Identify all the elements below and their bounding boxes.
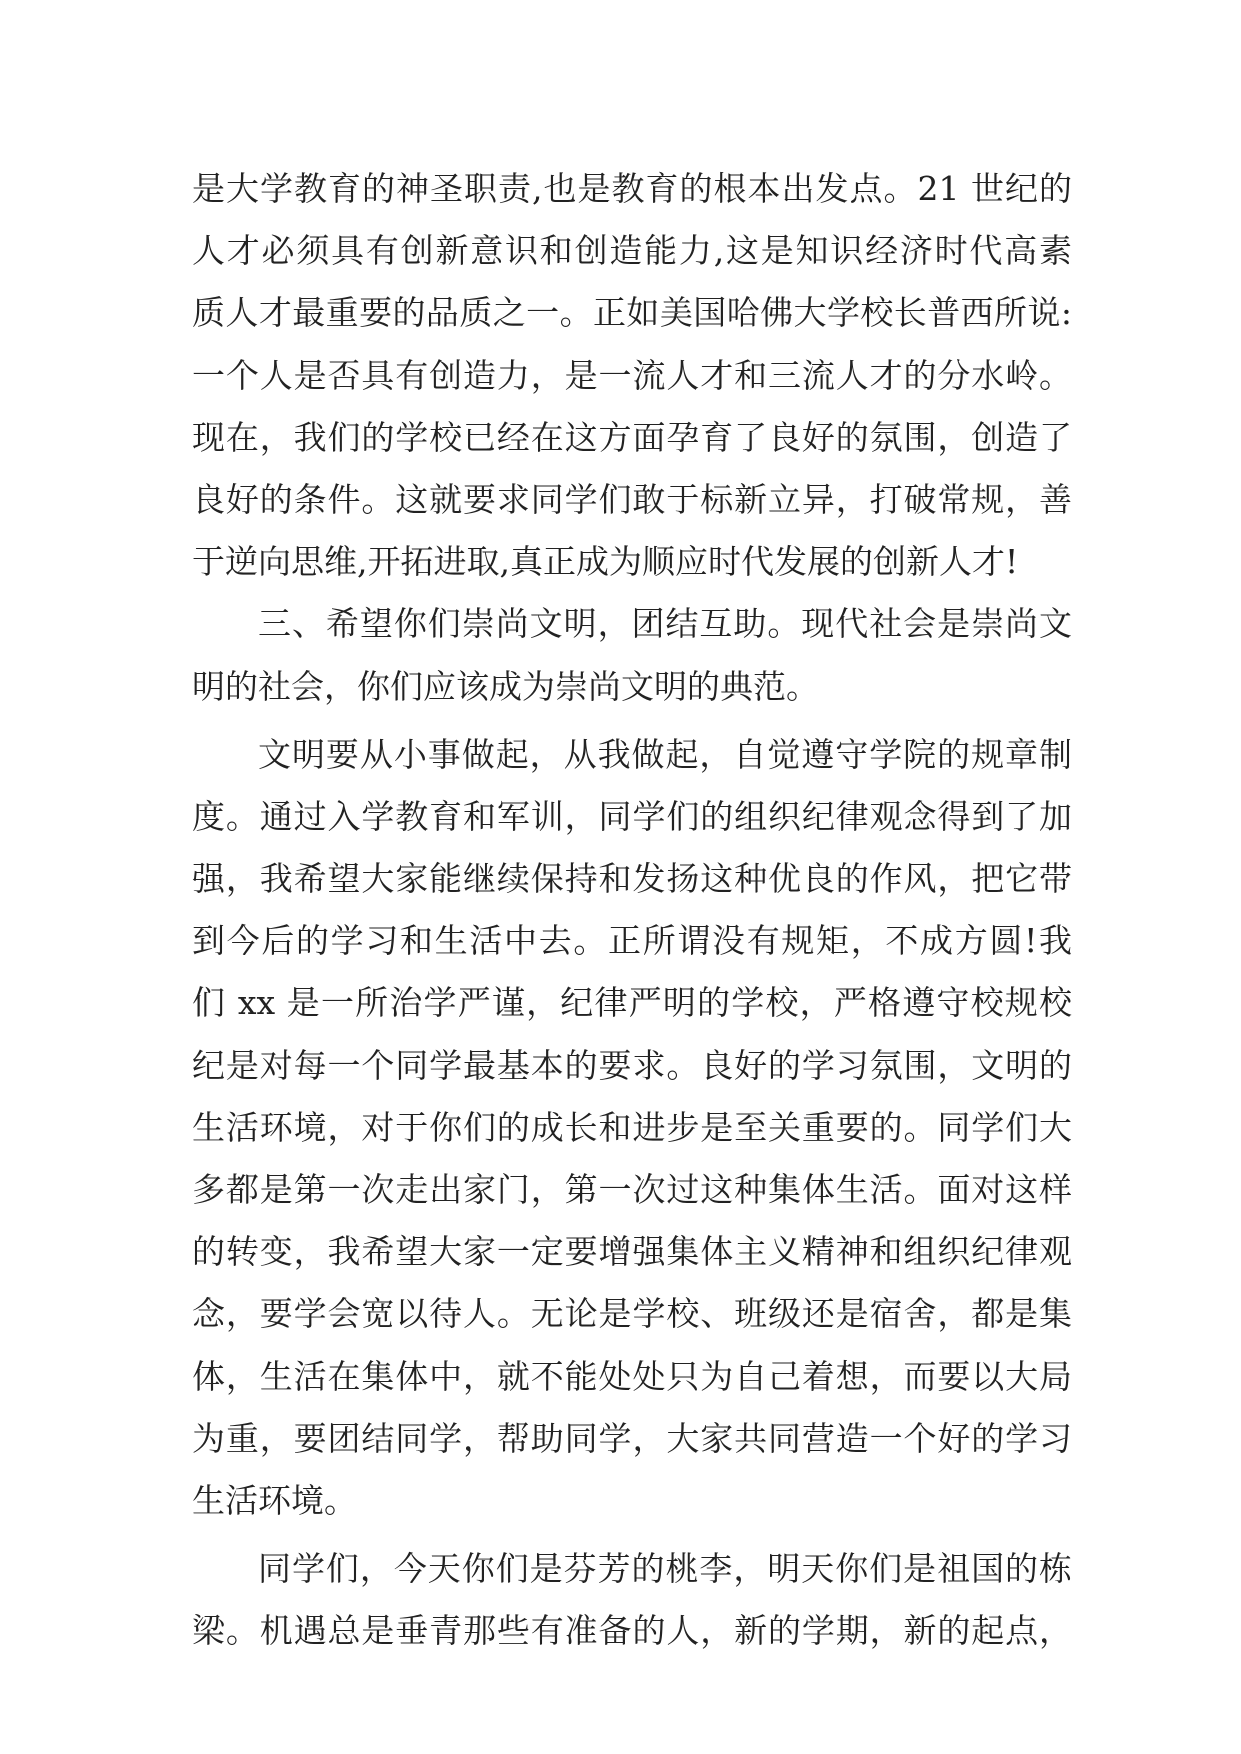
text-line: 为重，要团结同学，帮助同学，大家共同营造一个好的学习 <box>192 1418 1072 1458</box>
text-line: 文明要从小事做起，从我做起，自觉遵守学院的规章制 <box>258 734 1072 774</box>
text-line: 纪是对每一个同学最基本的要求。良好的学习氛围，文明的 <box>192 1045 1072 1085</box>
text-line: 度。通过入学教育和军训，同学们的组织纪律观念得到了加 <box>192 796 1072 836</box>
text-line: 三、希望你们崇尚文明，团结互助。现代社会是崇尚文 <box>258 604 1072 644</box>
text-line: 于逆向思维,开拓进取,真正成为顺应时代发展的创新人才! <box>192 542 1019 582</box>
text-line: 生活环境。 <box>192 1480 357 1520</box>
body-text <box>192 158 1072 1663</box>
text-line: 质人才最重要的品质之一。正如美国哈佛大学校长普西所说: <box>192 293 1072 333</box>
text-line: 梁。机遇总是垂青那些有准备的人，新的学期，新的起点， <box>192 1611 1072 1651</box>
text-line: 的转变，我希望大家一定要增强集体主义精神和组织纪律观 <box>192 1232 1072 1272</box>
text-line: 现在，我们的学校已经在这方面孕育了良好的氛围，创造了 <box>192 417 1072 457</box>
text-line: 一个人是否具有创造力，是一流人才和三流人才的分水岭。 <box>192 355 1072 395</box>
text-line: 良好的条件。这就要求同学们敢于标新立异，打破常规，善 <box>192 479 1072 519</box>
text-line: 体，生活在集体中，就不能处处只为自己着想，而要以大局 <box>192 1356 1072 1396</box>
text-line: 强，我希望大家能继续保持和发扬这种优良的作风，把它带 <box>192 859 1072 899</box>
text-line: 生活环境，对于你们的成长和进步是至关重要的。同学们大 <box>192 1107 1072 1147</box>
text-line: 明的社会，你们应该成为崇尚文明的典范。 <box>192 666 819 706</box>
paragraph <box>192 593 1072 717</box>
text-line: 念，要学会宽以待人。无论是学校、班级还是宿舍，都是集 <box>192 1294 1072 1334</box>
paragraph <box>192 724 1072 1532</box>
text-line: 们 xx 是一所治学严谨，纪律严明的学校，严格遵守校规校 <box>192 983 1072 1023</box>
text-line: 到今后的学习和生活中去。正所谓没有规矩，不成方圆!我 <box>192 921 1072 961</box>
text-line: 是大学教育的神圣职责,也是教育的根本出发点。21 世纪的 <box>192 169 1072 208</box>
text-line: 同学们，今天你们是芬芳的桃李，明天你们是祖国的栋 <box>258 1549 1072 1589</box>
text-line: 多都是第一次走出家门，第一次过这种集体生活。面对这样 <box>192 1170 1072 1209</box>
paragraph <box>192 158 1072 593</box>
text-line: 人才必须具有创新意识和创造能力,这是知识经济时代高素 <box>192 231 1072 271</box>
paragraph <box>192 1538 1072 1662</box>
